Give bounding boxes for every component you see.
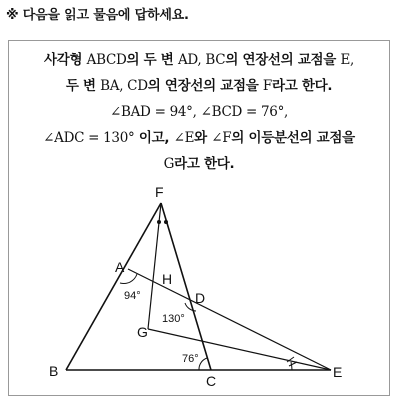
- text: 이고,: [134, 130, 174, 146]
- text: 의 두 변: [126, 52, 178, 68]
- sides: BA, CD: [100, 78, 148, 94]
- point-label-e: E: [333, 364, 343, 380]
- text: 라고 한다.: [174, 156, 235, 172]
- angle-arc-c: [199, 358, 207, 370]
- tick-mark: [289, 362, 297, 366]
- bisector-e: [148, 329, 331, 370]
- point-label-g: G: [137, 324, 148, 340]
- problem-line-3: ∠BAD = 94°, ∠BCD = 76°,: [109, 104, 289, 120]
- line-bf: [66, 203, 161, 370]
- bisector-dot: [157, 220, 161, 224]
- point-label-d: D: [195, 290, 206, 306]
- point-f: F: [262, 78, 272, 94]
- problem-card: [8, 40, 390, 396]
- point-label-h: H: [162, 271, 173, 287]
- line-ae: [128, 269, 331, 370]
- text: 의 이등분선의 교점을: [231, 130, 355, 146]
- angle-e: ∠E: [173, 130, 195, 146]
- geometry-figure: [9, 41, 391, 397]
- point-label-c: C: [206, 373, 217, 389]
- bisector-dot: [164, 220, 168, 224]
- point-e: E,: [340, 52, 354, 68]
- text: 와: [194, 130, 212, 146]
- angle-label-a: 94°: [124, 290, 141, 302]
- point-label-b: B: [49, 363, 59, 379]
- angle-f: ∠F: [211, 130, 232, 146]
- sides: AD, BC: [177, 52, 226, 68]
- point-label-f: F: [155, 184, 164, 200]
- text: 의 연장선의 교점을: [225, 52, 341, 68]
- angle-adc: ∠ADC = 130°: [43, 130, 135, 146]
- text: 의 연장선의 교점을: [147, 78, 263, 94]
- point-label-a: A: [115, 259, 125, 275]
- text: 라고 한다.: [271, 78, 333, 94]
- angle-label-d: 130°: [162, 313, 185, 325]
- angle-arc-a: [120, 274, 137, 284]
- text: 두 변: [65, 78, 101, 94]
- text: 사각형: [44, 52, 87, 68]
- angle-arc-e: [291, 362, 292, 370]
- angle-label-c: 76°: [182, 353, 199, 365]
- point-g: G: [163, 156, 175, 172]
- instruction-text: ※ 다음을 읽고 물음에 답하세요.: [6, 8, 189, 23]
- quad-name: ABCD: [86, 52, 127, 68]
